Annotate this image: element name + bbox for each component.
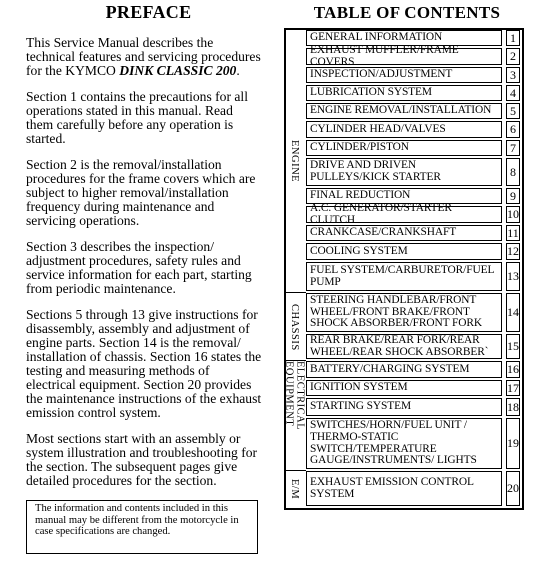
- toc-entry[interactable]: [306, 471, 522, 508]
- toc-entry-title: GENERAL INFORMATION: [306, 30, 502, 46]
- toc-entry-number: 14: [506, 293, 520, 332]
- toc-entry[interactable]: [306, 334, 522, 361]
- toc-entry-title: IGNITION SYSTEM: [306, 380, 502, 396]
- toc-entry[interactable]: [306, 158, 522, 188]
- toc-entry-title: REAR BRAKE/REAR FORK/REAR WHEEL/REAR SHOCK ABSORBER`: [306, 334, 502, 359]
- toc-entry-title: CYLINDER/PISTON: [306, 140, 502, 156]
- toc-entry-number: 9: [506, 188, 520, 204]
- toc-entry-number: 1: [506, 30, 520, 46]
- toc-entry-title: BATTERY/CHARGING SYSTEM: [306, 361, 502, 378]
- toc-entry-number: 7: [506, 140, 520, 156]
- toc-entry-number: 17: [507, 380, 519, 395]
- toc-entry-number: 2: [506, 48, 520, 65]
- toc-entry-title: CYLINDER HEAD/VALVES: [306, 121, 502, 138]
- toc-entry-number: 18: [506, 398, 520, 416]
- toc-entry-number: 15: [506, 334, 520, 359]
- preface-body: [26, 36, 262, 500]
- toc-title: TABLE OF CONTENTS: [313, 3, 501, 22]
- preface-title: PREFACE: [105, 2, 192, 22]
- toc-group-label: ELECTRICAL EQUIPMENT: [283, 361, 306, 430]
- toc-entry[interactable]: [306, 418, 522, 471]
- toc-entry[interactable]: [306, 243, 522, 262]
- toc-entry-title: FINAL REDUCTION: [306, 188, 502, 204]
- toc-entry[interactable]: [306, 262, 522, 293]
- preface-paragraph-2: Section 1 contains the precautions for all operations stated in this manual. Read them carefully before any operation is started.: [26, 89, 248, 146]
- toc-entry-number: 5: [506, 103, 520, 119]
- toc-entry[interactable]: [306, 85, 522, 103]
- toc-group-divider: [284, 470, 306, 471]
- toc-entry[interactable]: [306, 121, 522, 140]
- toc-entry-title: STEERING HANDLEBAR/FRONT WHEEL/FRONT BRAKE/FRONT SHOCK ABSORBER/FRONT FORK: [306, 293, 502, 332]
- toc-entry-title: COOLING SYSTEM: [306, 243, 502, 260]
- toc-entry-title: FUEL SYSTEM/CARBURETOR/FUEL PUMP: [306, 262, 502, 291]
- toc-entry-number: 4: [506, 85, 520, 101]
- preface-p1-text: This Service Manual describes the technical features and servicing procedures for the KYMCO: [26, 35, 261, 78]
- toc-entry-number: 20: [506, 471, 520, 506]
- toc-entry-title: INSPECTION/ADJUSTMENT: [306, 67, 502, 83]
- preface-paragraph-1: [26, 36, 262, 78]
- toc-entry-number: 11: [507, 225, 519, 240]
- toc-entry-title: ENGINE REMOVAL/INSTALLATION: [306, 103, 502, 119]
- toc-entry-number: 10: [507, 207, 519, 221]
- disclaimer-note: The information and contents included in this manual may be different from the motorcycle in case specifications are changed.: [26, 500, 258, 554]
- toc-entry[interactable]: [306, 103, 522, 121]
- preface-p1-end: .: [236, 63, 240, 78]
- toc-entry[interactable]: [306, 380, 522, 398]
- toc-entry-title: SWITCHES/HORN/FUEL UNIT / THERMO-STATIC SWITCH/TEMPERATURE GAUGE/INSTRUMENTS/ LIGHTS: [306, 418, 502, 469]
- preface-paragraph-4: Section 3 describes the inspection/ adjustment procedures, safety rules and service information for each part, starting from periodic maintenance.: [26, 239, 252, 296]
- toc-group-divider: [284, 292, 306, 293]
- toc-group-label: CHASSIS: [289, 303, 300, 351]
- preface-paragraph-6: Most sections start with an assembly or system illustration and troubleshooting for the section. The subsequent pages give detailed procedures for the section.: [26, 431, 258, 488]
- toc-entry-title: STARTING SYSTEM: [306, 398, 502, 416]
- model-name: DINK CLASSIC 200: [119, 63, 237, 78]
- toc-entry[interactable]: [306, 67, 522, 85]
- toc-entry-title: LUBRICATION SYSTEM: [306, 85, 502, 101]
- toc-entry[interactable]: [306, 43, 522, 68]
- toc-group-label: E/M: [289, 479, 300, 500]
- toc-entry[interactable]: [306, 293, 522, 334]
- toc-entry[interactable]: [306, 140, 522, 158]
- toc-entry[interactable]: [306, 201, 522, 226]
- toc-entry[interactable]: [306, 398, 522, 418]
- toc-entry-number: 3: [506, 67, 520, 83]
- toc-entry-title: EXHAUST MUFFLER/FRAME COVERS: [306, 48, 502, 65]
- toc-entry-title: DRIVE AND DRIVEN PULLEYS/KICK STARTER: [306, 158, 502, 186]
- preface-paragraph-3: Section 2 is the removal/installation procedures for the frame covers which are subject to higher removal/installation frequency during maintenance and servicing operations.: [26, 157, 256, 228]
- toc-entry-number: 12: [507, 244, 519, 258]
- toc-entry-number: 6: [506, 121, 520, 138]
- toc-entry-number: 19: [506, 418, 520, 469]
- toc-entry[interactable]: [306, 361, 522, 380]
- toc-group-label: ENGINE: [289, 140, 300, 183]
- toc-entry-title: A.C. GENERATOR/STARTER CLUTCH: [306, 206, 502, 223]
- toc-entry-number: 13: [506, 262, 520, 291]
- toc-entry-title: CRANKCASE/CRANKSHAFT: [306, 225, 502, 241]
- toc-entry[interactable]: [306, 225, 522, 243]
- toc-entry-number: 8: [506, 158, 520, 186]
- preface-paragraph-5: Sections 5 through 13 give instructions for disassembly, assembly and adjustment of engine parts. Section 14 is the removal/ installation of chassis. Section 16 states the testing and measuring methods of electrical equipment. Section 20 provides the maintenance instructions of the exhaust emission control system.: [26, 307, 262, 420]
- toc-entry-number: 16: [507, 362, 519, 376]
- toc-group-divider: [284, 360, 306, 361]
- toc-entry-title: EXHAUST EMISSION CONTROL SYSTEM: [306, 471, 502, 506]
